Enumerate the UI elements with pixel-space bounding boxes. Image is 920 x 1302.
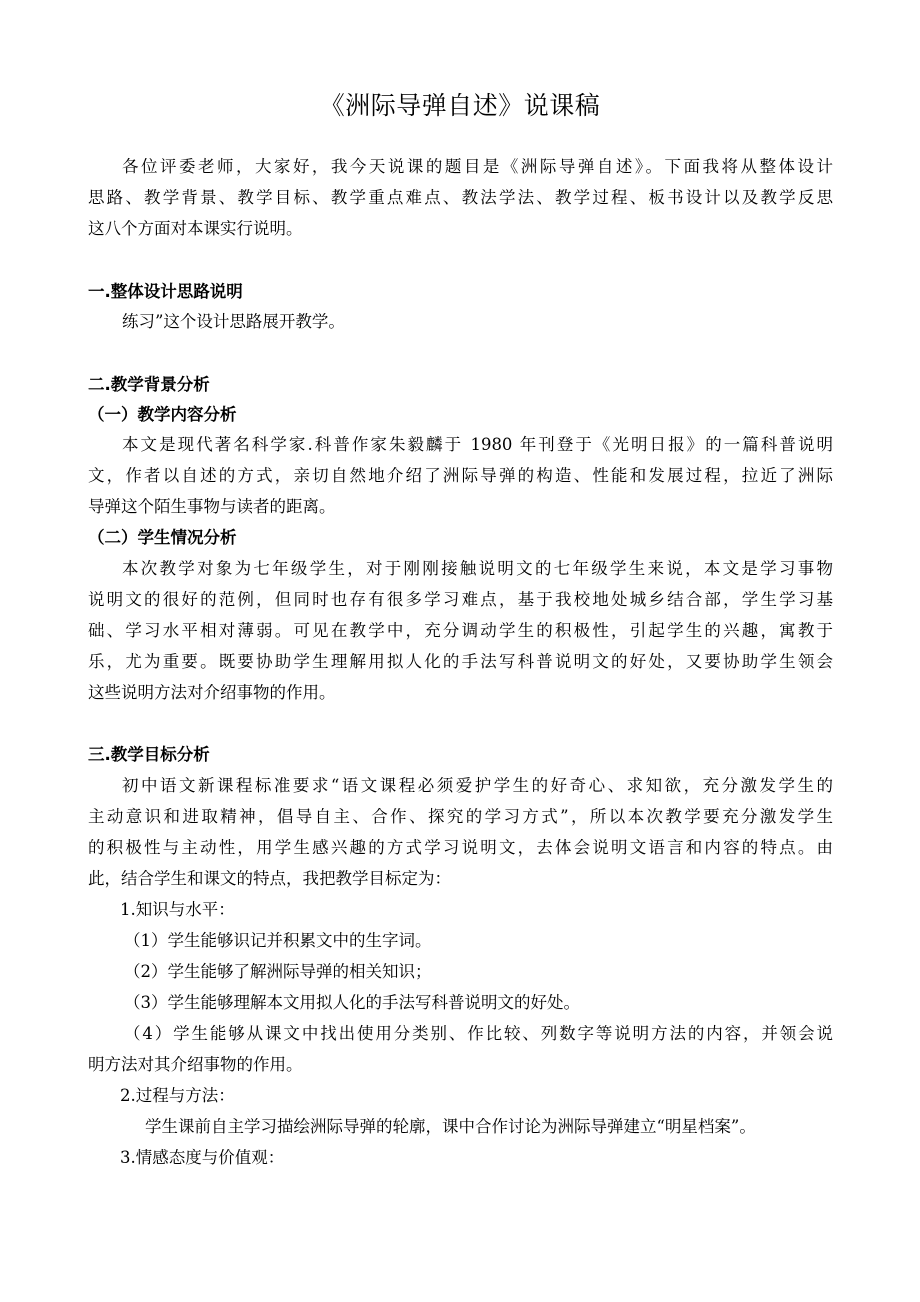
section-2-sub1-heading: （一）教学内容分析	[88, 405, 237, 424]
section-2-sub2-line-4: 乐，尤为重要。既要协助学生理解用拟人化的手法写科普说明文的好处，又要协助学生领会	[88, 652, 833, 671]
goal-3-heading: 3.情感态度与价值观：	[120, 1148, 285, 1167]
goal-1-item-4: （4）学生能够从课文中找出使用分类别、作比较、列数字等说明方法的内容，并领会说	[124, 1024, 833, 1043]
section-3-line-3: 的积极性与主动性，用学生感兴趣的方式学习说明文，去体会说明文语言和内容的特点。由	[88, 838, 833, 857]
intro-line-3: 这八个方面对本课实行说明。	[88, 219, 303, 238]
goal-2-heading: 2.过程与方法：	[120, 1086, 235, 1105]
section-2-sub1-line-1: 本文是现代著名科学家.科普作家朱毅麟于 1980 年刊登于《光明日报》的一篇科普说明	[122, 435, 833, 454]
section-2-sub1-line-3: 导弹这个陌生事物与读者的距离。	[88, 497, 336, 516]
section-3-line-2: 主动意识和进取精神，倡导自主、合作、探究的学习方式”，所以本次教学要充分激发学生	[88, 807, 833, 826]
goal-2-text: 学生课前自主学习描绘洲际导弹的轮廓，课中合作讨论为洲际导弹建立“明星档案”。	[145, 1117, 756, 1136]
section-2-sub2-heading: （二）学生情况分析	[88, 528, 237, 547]
section-2-heading: 二.教学背景分析	[88, 375, 210, 394]
goal-1-item-3: （3）学生能够理解本文用拟人化的手法写科普说明文的好处。	[124, 993, 580, 1012]
section-2-sub2-line-2: 说明文的很好的范例，但同时也存有很多学习难点，基于我校地处城乡结合部，学生学习基	[88, 590, 833, 609]
goal-1-heading: 1.知识与水平：	[120, 900, 235, 919]
section-2-sub2-line-1: 本次教学对象为七年级学生，对于刚刚接触说明文的七年级学生来说，本文是学习事物	[122, 559, 833, 578]
intro-line-2: 思路、教学背景、教学目标、教学重点难点、教法学法、教学过程、板书设计以及教学反思	[88, 188, 833, 207]
section-3-line-4: 此，结合学生和课文的特点，我把教学目标定为：	[88, 869, 451, 888]
section-3-heading: 三.教学目标分析	[88, 745, 210, 764]
section-2-sub1-line-2: 文，作者以自述的方式，亲切自然地介绍了洲际导弹的构造、性能和发展过程，拉近了洲际	[88, 466, 833, 485]
section-1-line-1: 练习”这个设计思路展开教学。	[122, 312, 345, 331]
document-title: 《洲际导弹自述》说课稿	[319, 91, 601, 120]
goal-1-item-1: （1）学生能够识记并积累文中的生字词。	[124, 931, 432, 950]
section-2-sub2-line-3: 础、学习水平相对薄弱。可见在教学中，充分调动学生的积极性，引起学生的兴趣，寓教于	[88, 621, 833, 640]
intro-line-1: 各位评委老师，大家好，我今天说课的题目是《洲际导弹自述》。下面我将从整体设计	[122, 157, 833, 176]
goal-1-item-2: （2）学生能够了解洲际导弹的相关知识；	[124, 962, 432, 981]
section-2-sub2-line-5: 这些说明方法对介绍事物的作用。	[88, 683, 336, 702]
goal-1-item-4-cont: 明方法对其介绍事物的作用。	[88, 1055, 303, 1074]
section-3-line-1: 初中语文新课程标准要求“语文课程必须爱护学生的好奇心、求知欲，充分激发学生的	[122, 776, 833, 795]
section-1-heading: 一.整体设计思路说明	[88, 282, 243, 301]
